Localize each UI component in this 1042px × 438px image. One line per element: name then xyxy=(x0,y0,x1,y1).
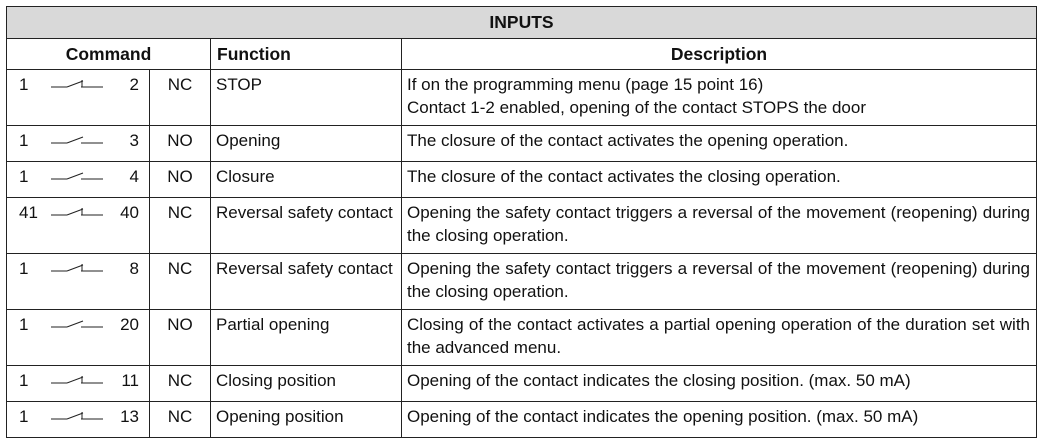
nc-contact-icon xyxy=(49,78,105,90)
contact-type: NC xyxy=(150,402,211,438)
inputs-table xyxy=(6,6,1037,438)
description-line: The closure of the contact activates the opening operation. xyxy=(407,131,849,150)
table-row xyxy=(7,254,1037,310)
header-function: Function xyxy=(211,39,402,70)
description-line: Closing of the contact activates a partial opening operation of the duration set with the advanced menu. xyxy=(407,315,1030,357)
terminal-b: 40 xyxy=(120,203,139,222)
description-line: The closure of the contact activates the closing operation. xyxy=(407,167,841,186)
no-contact-icon xyxy=(49,170,105,182)
terminal-a: 1 xyxy=(19,75,29,94)
command-cell xyxy=(7,198,150,254)
header-description: Description xyxy=(402,39,1037,70)
terminal-b: 2 xyxy=(129,75,139,94)
table-row xyxy=(7,402,1037,438)
terminal-b: 20 xyxy=(120,315,139,334)
function-cell: Opening position xyxy=(211,402,402,438)
terminal-b: 11 xyxy=(121,371,139,390)
terminal-b: 13 xyxy=(120,407,139,426)
description-line: Opening of the contact indicates the closing position. (max. 50 mA) xyxy=(407,371,911,390)
description-cell xyxy=(402,198,1037,254)
nc-contact-icon xyxy=(49,262,105,274)
description-cell xyxy=(402,402,1037,438)
nc-contact-icon xyxy=(49,410,105,422)
terminal-a: 1 xyxy=(19,259,29,278)
table-row xyxy=(7,310,1037,366)
table-title: INPUTS xyxy=(7,7,1037,39)
function-cell: Opening xyxy=(211,126,402,162)
terminal-a: 1 xyxy=(19,167,29,186)
nc-contact-icon xyxy=(49,206,105,218)
table-row xyxy=(7,162,1037,198)
contact-type: NC xyxy=(150,366,211,402)
function-cell: Reversal safety contact xyxy=(211,254,402,310)
command-cell xyxy=(7,310,150,366)
contact-type: NO xyxy=(150,162,211,198)
function-cell: Reversal safety contact xyxy=(211,198,402,254)
inputs-table-wrapper xyxy=(6,6,1036,438)
table-row xyxy=(7,366,1037,402)
description-line: Opening the safety contact triggers a reversal of the movement (reopening) during the closing operation. xyxy=(407,203,1030,245)
terminal-b: 4 xyxy=(129,167,139,186)
command-cell xyxy=(7,402,150,438)
terminal-a: 1 xyxy=(19,131,29,150)
contact-type: NC xyxy=(150,70,211,126)
table-row xyxy=(7,126,1037,162)
no-contact-icon xyxy=(49,134,105,146)
contact-type: NO xyxy=(150,126,211,162)
contact-type: NO xyxy=(150,310,211,366)
function-cell: Closure xyxy=(211,162,402,198)
terminal-b: 3 xyxy=(129,131,139,150)
description-cell xyxy=(402,254,1037,310)
function-cell: Partial opening xyxy=(211,310,402,366)
function-cell: Closing position xyxy=(211,366,402,402)
description-cell xyxy=(402,162,1037,198)
description-line: If on the programming menu (page 15 point 16) xyxy=(407,75,764,94)
description-line: Opening of the contact indicates the opening position. (max. 50 mA) xyxy=(407,407,919,426)
description-cell xyxy=(402,70,1037,126)
command-cell xyxy=(7,254,150,310)
contact-type: NC xyxy=(150,254,211,310)
function-cell: STOP xyxy=(211,70,402,126)
header-command: Command xyxy=(7,39,211,70)
description-cell xyxy=(402,126,1037,162)
terminal-a: 1 xyxy=(19,315,29,334)
description-cell xyxy=(402,366,1037,402)
nc-contact-icon xyxy=(49,374,105,386)
command-cell xyxy=(7,162,150,198)
table-row xyxy=(7,70,1037,126)
no-contact-icon xyxy=(49,318,105,330)
terminal-a: 1 xyxy=(19,371,29,390)
contact-type: NC xyxy=(150,198,211,254)
description-line: Opening the safety contact triggers a reversal of the movement (reopening) during the closing operation. xyxy=(407,259,1030,301)
terminal-a: 41 xyxy=(19,203,38,222)
command-cell xyxy=(7,126,150,162)
description-line: Contact 1-2 enabled, opening of the contact STOPS the door xyxy=(407,98,866,117)
description-cell xyxy=(402,310,1037,366)
terminal-b: 8 xyxy=(129,259,139,278)
command-cell xyxy=(7,366,150,402)
command-cell xyxy=(7,70,150,126)
table-row xyxy=(7,198,1037,254)
terminal-a: 1 xyxy=(19,407,29,426)
